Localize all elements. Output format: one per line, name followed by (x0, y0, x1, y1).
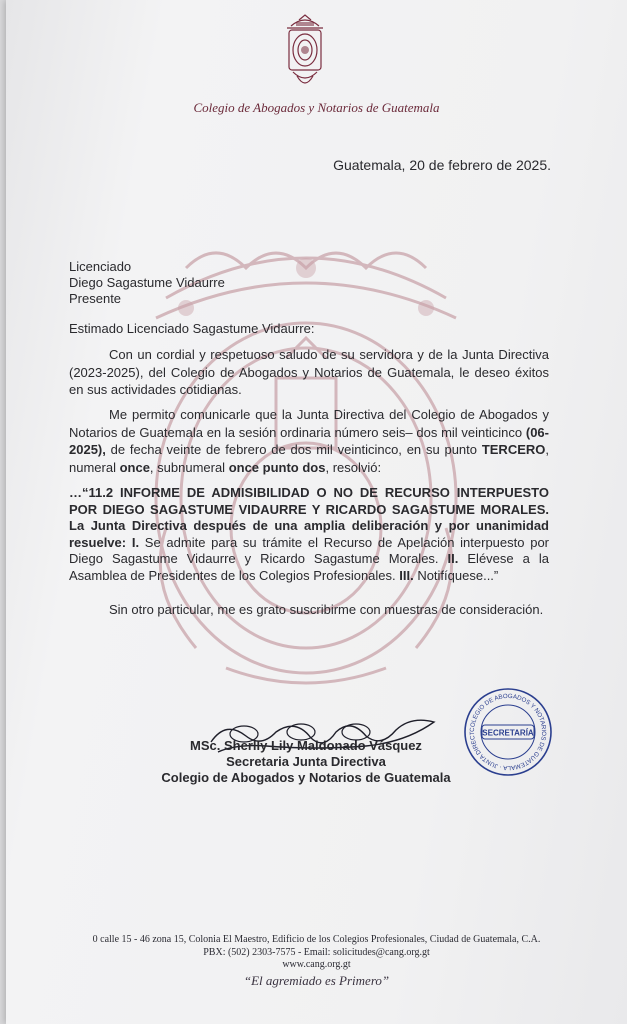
paragraph-communication (69, 406, 549, 476)
signer-name: MSc. Sherlly Lily Maldonado Vásquez (190, 738, 422, 753)
resolution-item-2-text: Elévese a la Asamblea de Presidentes de los Colegios Profesionales. (69, 551, 549, 583)
recipient-presence: Presente (69, 291, 122, 306)
p2-numeral: once (119, 459, 150, 475)
greeting: Estimado Licenciado Sagastume Vidaurre: (69, 321, 315, 336)
letter-footer (6, 934, 627, 987)
closing-line: Sin otro particular, me es grato suscribirme con muestras de consideración. (109, 602, 544, 617)
resolution-item-3-text: Notifíquese...” (413, 567, 499, 583)
letter-date: Guatemala, 20 de febrero de 2025. (333, 157, 551, 173)
footer-contact: PBX: (502) 2303-7575 - Email: solicitudes@cang.org.gt (203, 946, 430, 958)
footer-address: 0 calle 15 - 46 zona 15, Colonia El Maestro, Edificio de los Colegios Profesionales, Ciudad de Guatemala, C.A. (92, 934, 541, 945)
p2-text-5: , resolvió: (325, 459, 382, 475)
resolution-item-1-text: Se admite para su trámite el Recurso de Apelación interpuesto por Diego Sagastume Vidaurre y Ricardo Sagastume Morales. (69, 534, 549, 566)
resolution-quote (69, 485, 549, 584)
resolution-heading: …“11.2 INFORME DE ADMISIBILIDAD O NO DE RECURSO INTERPUESTO POR DIEGO SAGASTUME VIDAURRE Y RICARDO SAGASTUME MORALES. (69, 485, 549, 517)
p2-text-2: de fecha veinte de febrero de dos mil veinticinco, en su punto (105, 442, 482, 457)
resolution-item-3-number: III. (395, 567, 414, 583)
stamp-outer-text: COLEGIO DE ABOGADOS Y NOTARIOS DE GUATEMALA · JUNTA DIRECT (468, 692, 548, 772)
footer-website: www.cang.org.gt (282, 959, 351, 970)
p2-text-3: , numeral (69, 442, 549, 475)
recipient-name: Diego Sagastume Vidaurre (69, 275, 225, 290)
organization-name: Colegio de Abogados y Notarios de Guatemala (193, 100, 440, 115)
paragraph-intro: Con un cordial y respetuoso saludo de su servidora y de la Junta Directiva (2023-2025), del Colegio de Abogados y Notarios de Guatemala, le deseo éxitos en sus actividades cotidianas. (69, 347, 549, 397)
signature-block (156, 738, 456, 786)
p2-subnumeral: once punto dos (228, 459, 326, 475)
footer-motto: “El agremiado es Primero” (243, 972, 390, 988)
letter-page (6, 0, 627, 1024)
stamp-center-text: SECRETARÍA (482, 728, 534, 738)
recipient-block (69, 259, 555, 307)
resolution-item-2-number: II. (438, 551, 459, 566)
resolution-lead: La Junta Directiva después de una amplia deliberación y por unanimidad resuelve: (69, 518, 549, 550)
signer-organization: Colegio de Abogados y Notarios de Guatemala (161, 770, 451, 785)
secretary-stamp-icon (462, 686, 554, 778)
p2-session-number: (06-2025), (69, 424, 549, 457)
resolution-item-1-number: I. (126, 534, 140, 550)
signer-role: Secretaria Junta Directiva (226, 754, 386, 769)
recipient-title: Licenciado (69, 259, 132, 274)
bar-association-crest-icon (277, 12, 333, 96)
p2-point: TERCERO (481, 442, 546, 457)
p2-text-4: , subnumeral (149, 459, 229, 475)
p2-text-1: Me permito comunicarle que la Junta Directiva del Colegio de Abogados y Notarios de Guatemala en la sesión ordinaria número seis– dos mil veinticinco (69, 407, 549, 440)
